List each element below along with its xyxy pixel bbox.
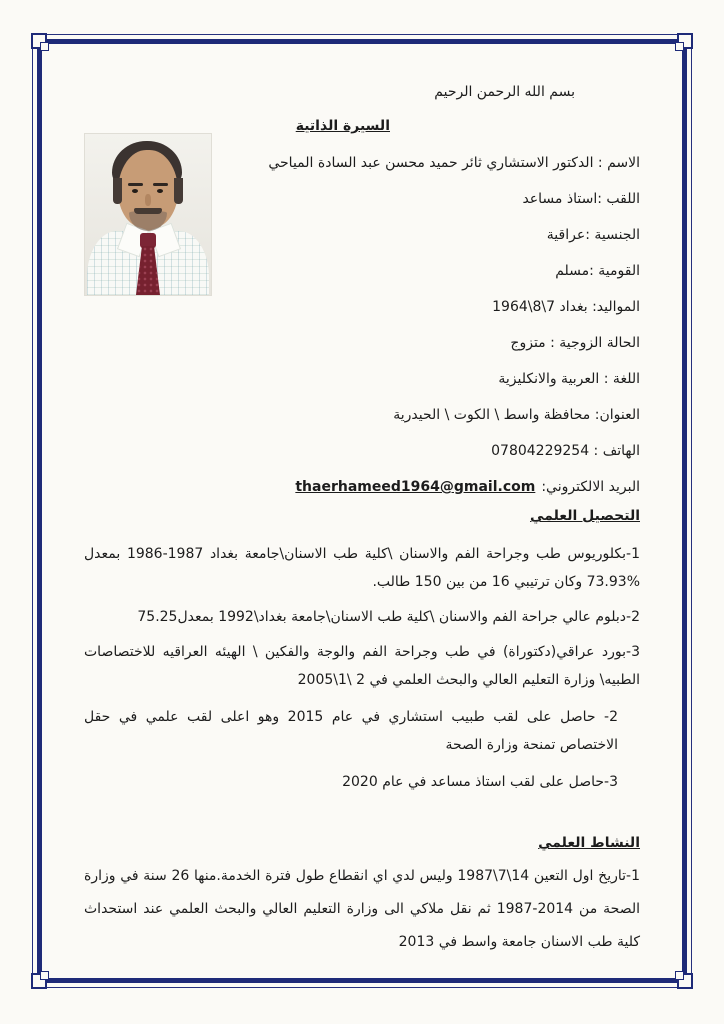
photo-hair-shape [174,178,183,204]
field-name: الاسم : الدكتور الاستشاري ثائر حميد محسن عبد السادة المياحي [268,155,640,171]
cv-title: السيرة الذاتية [295,118,390,134]
bismillah: بسم الله الرحمن الرحيم [434,84,575,100]
education-item: 2- حاصل على لقب طبيب استشاري في عام 2015 وهو اعلى لقب علمي في حقل الاختصاص تمنحة وزارة الصحة [84,709,619,753]
photo-eyebrow-shape [153,183,168,186]
education-heading: التحصيل العلمي [530,508,640,524]
photo-eye-shape [132,189,138,193]
email-link[interactable]: thaerhameed1964@gmail.com [295,479,536,495]
photo-tie-shape [140,233,156,248]
field-title: اللقب :استاذ مساعد [522,191,640,207]
photo-hair-shape [113,178,122,204]
corner-ornament [40,971,49,980]
field-ethnicity: القومية :مسلم [555,263,640,279]
corner-ornament [675,42,684,51]
field-language: اللغة : العربية والانكليزية [498,371,640,387]
activity-item: 1-تاريخ اول التعين 14\7\1987 وليس لدي اي انقطاع طول فترة الخدمة.منها 26 سنة في وزارة الصحة من 2014-1987 ثم نقل ملاكي الى وزارة التعليم العالي والبحث العلمي عند استحداث كلية طب الاسنان جامعة واسط في 2013 [84,868,640,950]
education-item: 2-دبلوم عالي جراحة الفم والاسنان \كلية طب الاسنان\جامعة بغداد\1992 بمعدل75.25 [137,609,640,625]
photo-mustache-shape [134,208,162,214]
corner-ornament [675,971,684,980]
education-item: 1-بكلوريوس طب وجراحة الفم والاسنان \كلية طب الاسنان\جامعة بغداد 1987-1986 بمعدل %73.93 وكان ترتيبي 16 من بين 150 طالب. [84,546,640,590]
field-address: العنوان: محافظة واسط \ الكوت \ الحيدرية [393,407,640,423]
education-item: 3-بورد عراقي(دكتوراة) في طب وجراحة الفم والوجة والفكين \ الهيئه العراقيه للاختصاصات الطبيه\ وزارة التعليم العالي والبحث العلمي في 2 \1\2005 [84,644,640,688]
field-phone: الهاتف : 07804229254 [491,443,640,459]
photo-eyebrow-shape [128,183,143,186]
education-item: 3-حاصل على لقب استاذ مساعد في عام 2020 [342,774,618,790]
email-label: البريد الالكتروني: [541,479,640,495]
field-marital-status: الحالة الزوجية : متزوج [510,335,640,351]
corner-ornament [40,42,49,51]
photo-eye-shape [157,189,163,193]
photo-nose-shape [145,194,151,206]
field-nationality: الجنسية :عراقية [546,227,640,243]
activity-heading: النشاط العلمي [538,835,640,851]
field-birth: المواليد: بغداد 7\8\1964 [492,299,640,315]
field-email [84,477,640,497]
